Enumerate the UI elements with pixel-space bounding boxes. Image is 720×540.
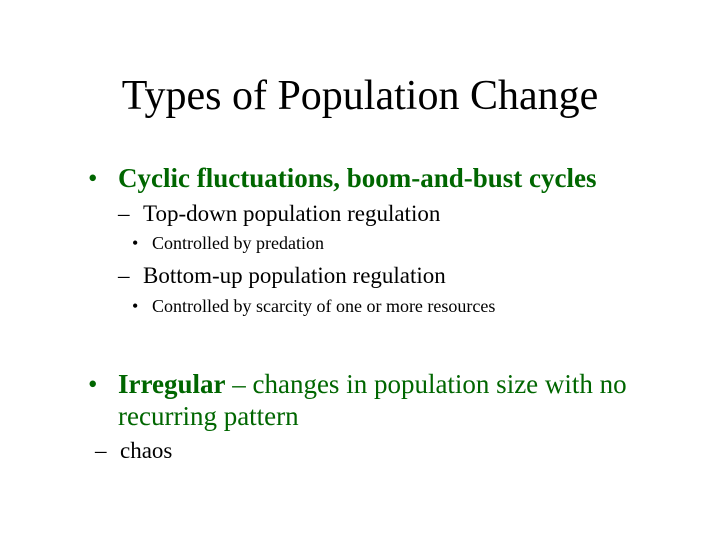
bullet-label-strong: Irregular — [118, 369, 226, 399]
subbullet-label: Bottom-up population regulation — [143, 263, 446, 288]
detail-label: Controlled by predation — [152, 233, 324, 253]
bullet-text — [118, 368, 698, 432]
slide-title: Types of Population Change — [121, 73, 599, 119]
dash-icon: – — [118, 201, 130, 226]
small-bullet-icon: • — [132, 233, 139, 253]
bullet-label: Cyclic fluctuations, boom-and-bust cycles — [118, 163, 597, 193]
dash-icon: – — [95, 438, 107, 463]
bullet-icon: • — [88, 163, 98, 193]
small-bullet-icon: • — [132, 296, 139, 316]
detail-label: Controlled by scarcity of one or more resources — [152, 296, 496, 316]
subbullet-label: chaos — [120, 438, 173, 463]
bullet-label-rest: – changes in population size with no recurring pattern — [118, 369, 627, 431]
subbullet-label: Top-down population regulation — [143, 201, 441, 226]
bullet-icon: • — [88, 369, 98, 399]
dash-icon: – — [118, 263, 130, 288]
